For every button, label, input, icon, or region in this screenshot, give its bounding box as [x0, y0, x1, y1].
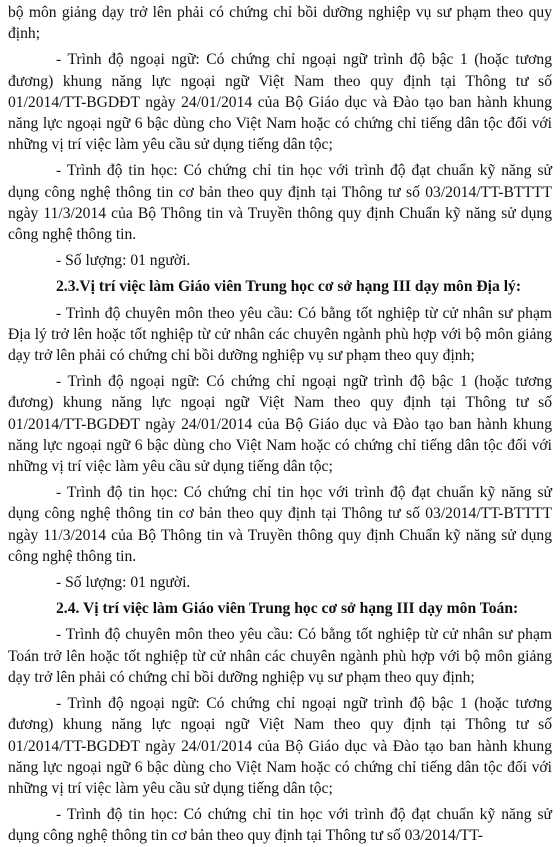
paragraph-foreign-language: - Trình độ ngoại ngữ: Có chứng chỉ ngoại ngữ trình độ bậc 1 (hoặc tương đương) khung năng lực ngoại ngữ Việt Nam theo quy định tại Thông tư số 01/2014/TT-BGDĐT ngày 24/01/2014 của Bộ Giáo dục và Đào tạo ban hành khung năng lực ngoại ngữ 6 bậc dùng cho Việt Nam hoặc có chứng chỉ tiếng dân tộc đối với những vị trí việc làm yêu cầu sử dụng tiếng dân tộc; — [8, 695, 552, 797]
section-heading-math: 2.4. Vị trí việc làm Giáo viên Trung học cơ sở hạng III dạy môn Toán: — [56, 600, 519, 618]
paragraph-it-skills: - Trình độ tin học: Có chứng chỉ tin học với trình độ đạt chuẩn kỹ năng sử dụng công nghệ thông tin cơ bản theo quy định tại Thông tư số 03/2014/TT-BTTTT ngày 11/3/2014 của Bộ Thông tin và Truyền thông quy định Chuẩn kỹ năng sử dụng công nghệ thông tin. — [8, 484, 552, 565]
section-heading-geography: 2.3.Vị trí việc làm Giáo viên Trung học cơ sở hạng III dạy môn Địa lý: — [56, 278, 522, 296]
paragraph-quantity: - Số lượng: 01 người. — [56, 574, 191, 592]
paragraph-continuation: bộ môn giảng dạy trở lên phải có chứng chỉ bồi dưỡng nghiệp vụ sư phạm theo quy định; — [8, 4, 552, 43]
paragraph-foreign-language: - Trình độ ngoại ngữ: Có chứng chỉ ngoại ngữ trình độ bậc 1 (hoặc tương đương) khung năng lực ngoại ngữ Việt Nam theo quy định tại Thông tư số 01/2014/TT-BGDĐT ngày 24/01/2014 của Bộ Giáo dục và Đào tạo ban hành khung năng lực ngoại ngữ 6 bậc dùng cho Việt Nam hoặc có chứng chỉ tiếng dân tộc đối với những vị trí việc làm yêu cầu sử dụng tiếng dân tộc; — [8, 51, 552, 154]
paragraph-it-skills: - Trình độ tin học: Có chứng chỉ tin học với trình độ đạt chuẩn kỹ năng sử dụng công nghệ thông tin cơ bản theo quy định tại Thông tư số 03/2014/TT-BTTTT ngày 11/3/2014 của Bộ Thông tin và Truyền thông quy định Chuẩn kỹ năng sử dụng công nghệ thông tin. — [8, 162, 552, 244]
paragraph-it-skills: - Trình độ tin học: Có chứng chỉ tin học với trình độ đạt chuẩn kỹ năng sử dụng công nghệ thông tin cơ bản theo quy định tại Thông tư số 03/2014/TT- — [8, 806, 552, 845]
paragraph-professional-qualification: - Trình độ chuyên môn theo yêu cầu: Có bằng tốt nghiệp từ cử nhân sư phạm Địa lý trở lên hoặc tốt nghiệp từ cử nhân các chuyên ngành phù hợp với bộ môn giảng dạy trở lên phải có chứng chỉ bồi dưỡng nghiệp vụ sư phạm theo quy định; — [8, 304, 552, 365]
paragraph-quantity: - Số lượng: 01 người. — [56, 252, 191, 270]
document-page — [8, 0, 552, 845]
paragraph-foreign-language: - Trình độ ngoại ngữ: Có chứng chỉ ngoại ngữ trình độ bậc 1 (hoặc tương đương) khung năng lực ngoại ngữ Việt Nam theo quy định tại Thông tư số 01/2014/TT-BGDĐT ngày 24/01/2014 của Bộ Giáo dục và Đào tạo ban hành khung năng lực ngoại ngữ 6 bậc dùng cho Việt Nam hoặc có chứng chỉ tiếng dân tộc đối với những vị trí việc làm yêu cầu sử dụng tiếng dân tộc; — [8, 373, 552, 476]
paragraph-professional-qualification: - Trình độ chuyên môn theo yêu cầu: Có bằng tốt nghiệp từ cử nhân sư phạm Toán trở lên hoặc tốt nghiệp từ cử nhân các chuyên ngành phù hợp với bộ môn giảng dạy trở lên phải có chứng chỉ bồi dưỡng nghiệp vụ sư phạm theo quy định; — [8, 626, 552, 686]
